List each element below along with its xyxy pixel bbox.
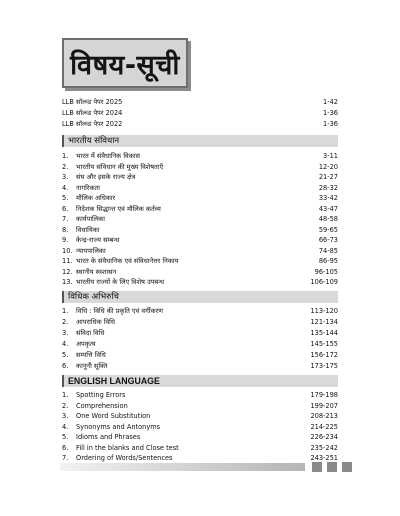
item-pages: 179-198 bbox=[310, 391, 338, 399]
toc-title-box bbox=[62, 38, 188, 88]
footer-square bbox=[327, 462, 337, 472]
item-label: सम्पत्ति विधि bbox=[76, 351, 106, 359]
item-number: 13. bbox=[62, 278, 73, 286]
item-label: Spotting Errors bbox=[76, 391, 126, 399]
item-pages: 214-225 bbox=[310, 422, 338, 431]
item-label: संघ और इसके राज्य क्षेत्र bbox=[76, 173, 136, 181]
toc-row[interactable] bbox=[62, 163, 338, 172]
item-label: संविदा विधि bbox=[76, 329, 105, 337]
item-number: 1. bbox=[62, 307, 69, 315]
item-number: 3. bbox=[62, 412, 69, 420]
item-label: अपकृत्य bbox=[76, 340, 96, 348]
toc-row[interactable] bbox=[62, 205, 338, 214]
item-pages: 106-109 bbox=[310, 278, 338, 286]
item-label: भारतीय राज्यों के लिए विशेष उपबन्ध bbox=[76, 278, 165, 286]
toc-row[interactable] bbox=[62, 391, 338, 400]
item-label: Ordering of Words/Sentences bbox=[76, 454, 173, 462]
item-number: 8. bbox=[62, 225, 69, 234]
item-pages: 96-105 bbox=[314, 267, 338, 276]
paper-pages: 1-36 bbox=[323, 120, 338, 128]
item-pages: 59-65 bbox=[318, 225, 338, 234]
paper-pages: 1-42 bbox=[323, 98, 338, 106]
toc-row[interactable] bbox=[62, 268, 338, 277]
item-number: 4. bbox=[62, 183, 69, 192]
paper-label: LLB सॉल्व्ड पेपर 2022 bbox=[62, 120, 123, 128]
footer-square bbox=[312, 462, 322, 472]
item-pages: 28-32 bbox=[318, 183, 338, 192]
item-number: 4. bbox=[62, 340, 69, 348]
item-label: Fill in the blanks and Close test bbox=[76, 443, 179, 452]
item-number: 6. bbox=[62, 443, 69, 452]
footer-square bbox=[342, 462, 352, 472]
item-number: 1. bbox=[62, 391, 69, 399]
paper-pages: 1-36 bbox=[323, 109, 338, 117]
section-heading-text: विधिक अभिरुचि bbox=[68, 292, 119, 302]
paper-row[interactable] bbox=[62, 120, 338, 129]
toc-row[interactable] bbox=[62, 444, 338, 453]
item-label: विधि : विधि की प्रकृति एवं वर्गीकरण bbox=[76, 307, 164, 315]
item-label: भारत में संवैधानिक विकास bbox=[76, 152, 140, 160]
item-number: 2. bbox=[62, 162, 69, 171]
item-number: 5. bbox=[62, 433, 69, 441]
toc-row[interactable] bbox=[62, 318, 338, 327]
toc-title: विषय-सूची bbox=[70, 49, 180, 81]
item-pages: 86-95 bbox=[318, 257, 338, 265]
item-number: 7. bbox=[62, 454, 69, 462]
toc-row[interactable] bbox=[62, 340, 338, 349]
item-number: 10. bbox=[62, 246, 73, 255]
item-label: नागरिकता bbox=[76, 183, 101, 192]
toc-row[interactable] bbox=[62, 278, 338, 287]
item-label: केन्द्र-राज्य सम्बन्ध bbox=[76, 236, 120, 244]
item-pages: 21-27 bbox=[318, 173, 338, 181]
toc-row[interactable] bbox=[62, 412, 338, 421]
item-pages: 145-155 bbox=[310, 340, 338, 348]
item-pages: 48-58 bbox=[318, 215, 338, 223]
toc-row[interactable] bbox=[62, 423, 338, 432]
item-number: 2. bbox=[62, 401, 69, 410]
item-label: निदेशक सिद्धान्त एवं मौलिक कर्तव्य bbox=[76, 204, 161, 213]
item-pages: 43-47 bbox=[318, 204, 338, 213]
item-label: One Word Substitution bbox=[76, 412, 151, 420]
toc-row[interactable] bbox=[62, 362, 338, 371]
item-number: 3. bbox=[62, 173, 69, 181]
item-number: 1. bbox=[62, 152, 69, 160]
item-label: भारत के संवैधानिक एवं संविधानेत्तर निकाय bbox=[76, 257, 179, 265]
item-pages: 121-134 bbox=[310, 318, 338, 326]
paper-row[interactable] bbox=[62, 109, 338, 118]
toc-row[interactable] bbox=[62, 257, 338, 266]
item-label: भारतीय संविधान की मुख्य विशेषताएँ bbox=[76, 162, 164, 171]
section-heading-text: भारतीय संविधान bbox=[68, 136, 120, 146]
item-pages: 226-234 bbox=[310, 433, 338, 441]
section-heading-constitution bbox=[62, 135, 338, 147]
item-label: Idioms and Phrases bbox=[76, 433, 141, 441]
item-label: कार्यपालिका bbox=[76, 215, 105, 223]
toc-row[interactable] bbox=[62, 247, 338, 256]
item-number: 11. bbox=[62, 257, 73, 265]
item-pages: 156-172 bbox=[310, 351, 338, 359]
item-pages: 199-207 bbox=[310, 401, 338, 410]
item-number: 7. bbox=[62, 215, 69, 223]
toc-row[interactable] bbox=[62, 402, 338, 411]
item-pages: 208-213 bbox=[310, 412, 338, 420]
item-pages: 113-120 bbox=[310, 307, 338, 315]
item-pages: 33-42 bbox=[318, 194, 338, 202]
toc-row[interactable] bbox=[62, 152, 338, 161]
item-pages: 243-251 bbox=[310, 454, 338, 462]
item-number: 6. bbox=[62, 204, 69, 213]
toc-row[interactable] bbox=[62, 194, 338, 203]
toc-row[interactable] bbox=[62, 307, 338, 316]
footer-gradient-bar bbox=[60, 463, 305, 471]
toc-row[interactable] bbox=[62, 215, 338, 224]
item-pages: 12-20 bbox=[318, 162, 338, 171]
item-pages: 3-11 bbox=[323, 152, 338, 160]
item-number: 2. bbox=[62, 318, 69, 326]
item-pages: 74-85 bbox=[318, 246, 338, 255]
toc-row[interactable] bbox=[62, 226, 338, 235]
item-label: न्यायपालिका bbox=[76, 246, 106, 255]
item-number: 12. bbox=[62, 267, 73, 276]
toc-row[interactable] bbox=[62, 351, 338, 360]
item-label: Synonyms and Antonyms bbox=[76, 422, 161, 431]
item-number: 9. bbox=[62, 236, 69, 244]
paper-label: LLB सॉल्व्ड पेपर 2024 bbox=[62, 109, 123, 117]
item-pages: 235-242 bbox=[310, 443, 338, 452]
item-label: कानूनी सूक्ति bbox=[76, 362, 108, 370]
toc-row[interactable] bbox=[62, 236, 338, 245]
item-number: 5. bbox=[62, 194, 69, 202]
toc-row[interactable] bbox=[62, 433, 338, 442]
item-pages: 66-73 bbox=[318, 236, 338, 244]
item-number: 4. bbox=[62, 422, 69, 431]
toc-row[interactable] bbox=[62, 454, 338, 463]
paper-label: LLB सॉल्व्ड पेपर 2025 bbox=[62, 98, 123, 106]
item-number: 3. bbox=[62, 329, 69, 337]
item-label: विधायिका bbox=[76, 225, 100, 234]
paper-row[interactable] bbox=[62, 98, 338, 107]
item-label: आपराधिक विधि bbox=[76, 318, 115, 326]
item-label: स्थानीय स्वशासन bbox=[76, 267, 117, 276]
item-number: 5. bbox=[62, 351, 69, 359]
item-pages: 173-175 bbox=[310, 362, 338, 370]
item-label: मौलिक अधिकार bbox=[76, 194, 116, 202]
section-heading-text: ENGLISH LANGUAGE bbox=[68, 376, 160, 386]
section-heading-english bbox=[62, 375, 338, 387]
section-heading-legal-aptitude bbox=[62, 291, 338, 303]
item-number: 6. bbox=[62, 362, 69, 370]
toc-row[interactable] bbox=[62, 173, 338, 182]
item-pages: 135-144 bbox=[310, 329, 338, 337]
item-label: Comprehension bbox=[76, 401, 128, 410]
toc-row[interactable] bbox=[62, 329, 338, 338]
toc-row[interactable] bbox=[62, 184, 338, 193]
